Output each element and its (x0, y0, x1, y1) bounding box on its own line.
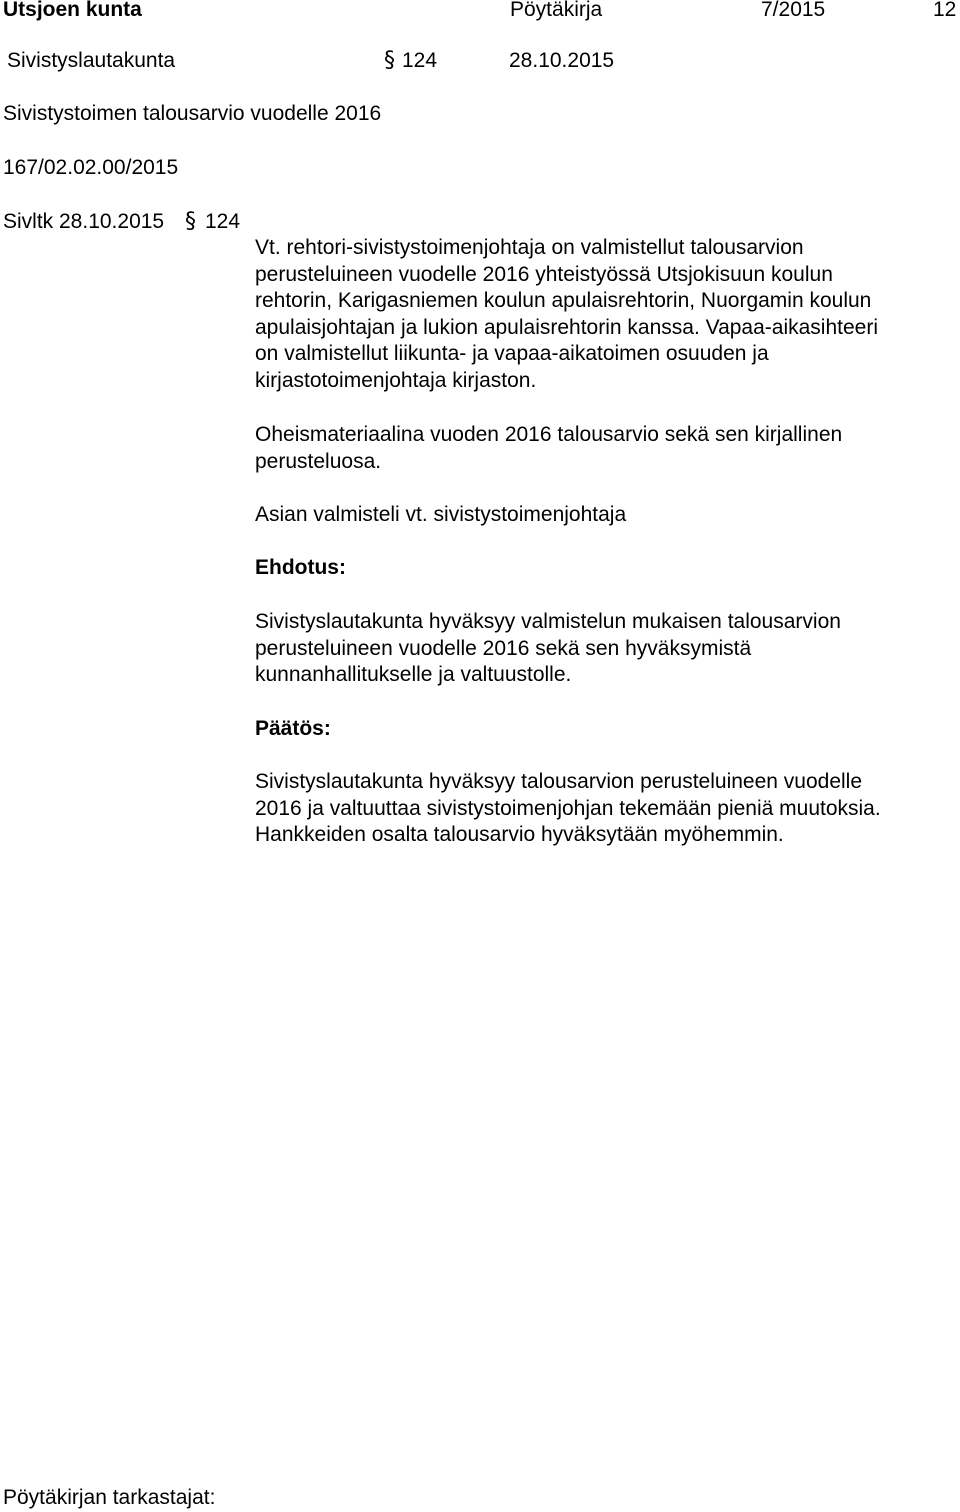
intro-line: apulaisjohtajan ja lukion apulaisrehtorin kanssa. Vapaa-aikasihteeri (255, 315, 878, 339)
attachment-line: Oheismateriaalina vuoden 2016 talousarvio sekä sen kirjallinen (255, 423, 843, 446)
decision-line: 2016 ja valtuuttaa sivistystoimenjohjan tekemään pieniä muutoksia. (255, 796, 881, 820)
previous-reference: Sivltk 28.10.2015 (3, 210, 165, 233)
section-symbol: § (384, 48, 395, 73)
decision-paragraph (255, 769, 955, 849)
decision-line: Hankkeiden osalta talousarvio hyväksytään myöhemmin. (255, 823, 784, 847)
municipality-name: Utsjoen kunta (3, 0, 142, 21)
reference-section-symbol: § (185, 209, 196, 234)
page-number: 12 (933, 0, 957, 21)
section-number: 124 (402, 49, 438, 72)
preparer-line: Asian valmisteli vt. sivistystoimenjohtaja (255, 503, 627, 526)
record-number: 167/02.02.00/2015 (3, 156, 179, 179)
proposal-paragraph (255, 609, 955, 689)
topic-title: Sivistystoimen talousarvio vuodelle 2016 (3, 102, 382, 125)
intro-paragraph (255, 235, 955, 395)
meeting-date: 28.10.2015 (509, 49, 615, 72)
proposal-line: kunnanhallitukselle ja valtuustolle. (255, 663, 572, 687)
attachment-paragraph (255, 422, 955, 475)
committee-name: Sivistyslautakunta (7, 49, 176, 72)
reference-section-number: 124 (205, 210, 241, 233)
proposal-line: Sivistyslautakunta hyväksyy valmistelun mukaisen talousarvion (255, 610, 841, 633)
meeting-number: 7/2015 (761, 0, 826, 21)
proposal-line: perusteluineen vuodelle 2016 sekä sen hyväksymistä (255, 636, 752, 660)
intro-line: Vt. rehtori-sivistystoimenjohtaja on valmistellut talousarvion (255, 236, 804, 259)
intro-line: on valmistellut liikunta- ja vapaa-aikatoimen osuuden ja (255, 342, 769, 366)
minutes-checkers-label: Pöytäkirjan tarkastajat: (3, 1486, 216, 1509)
attachment-line: perusteluosa. (255, 449, 382, 473)
decision-heading: Päätös: (255, 717, 331, 740)
intro-line: rehtorin, Karigasniemen koulun apulaisrehtorin, Nuorgamin koulun (255, 289, 872, 313)
proposal-heading: Ehdotus: (255, 556, 346, 579)
intro-line: perusteluineen vuodelle 2016 yhteistyössä Utsjokisuun koulun (255, 262, 833, 286)
document-type: Pöytäkirja (510, 0, 603, 21)
intro-line: kirjastotoimenjohtaja kirjaston. (255, 368, 537, 392)
decision-line: Sivistyslautakunta hyväksyy talousarvion perusteluineen vuodelle (255, 770, 863, 793)
